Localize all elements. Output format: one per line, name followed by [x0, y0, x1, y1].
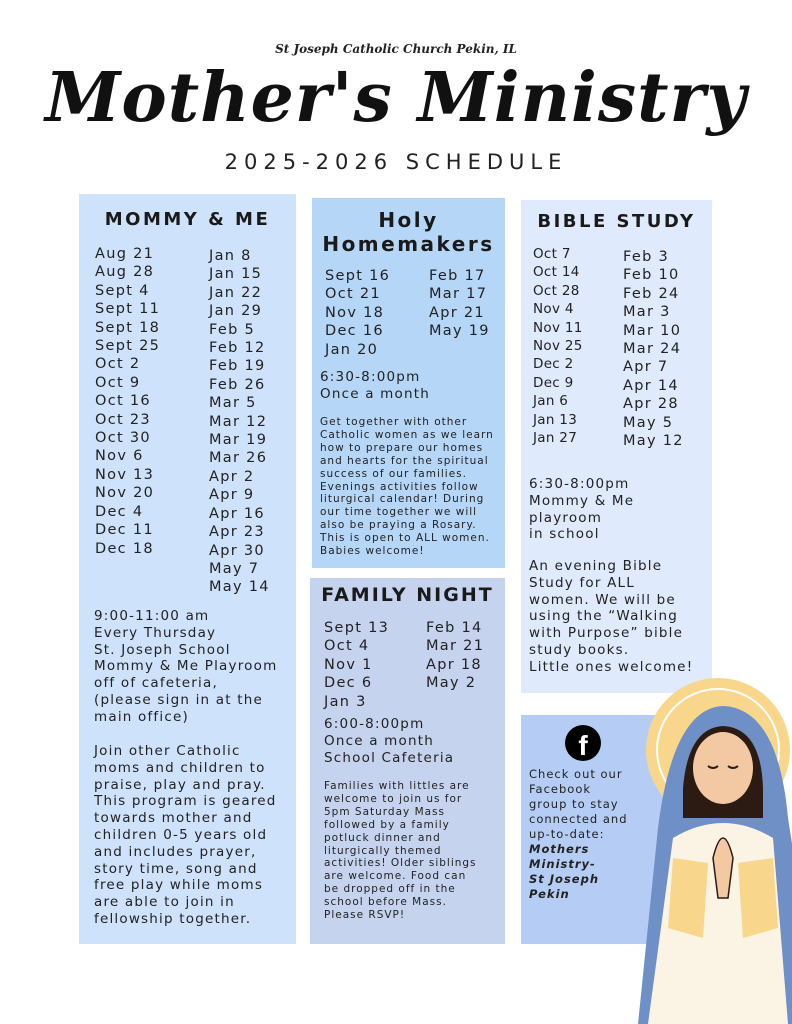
mommy-dates-1-item: Nov 13 — [95, 466, 155, 483]
mommy-dates-1-item: Sept 25 — [95, 338, 161, 355]
facebook-text-item: connected and — [529, 812, 628, 826]
mommy-dates-1 — [95, 245, 160, 558]
holy-title-2: Homemakers — [322, 232, 495, 256]
bible-details-item: Mommy & Me — [529, 492, 635, 509]
family-description-item: 5pm Saturday Mass — [324, 805, 446, 818]
mommy-dates-2-item: Feb 12 — [209, 340, 266, 357]
holy-dates-1-item: Sept 16 — [325, 268, 391, 284]
family-dates-2-item: Mar 21 — [426, 638, 485, 655]
bible-dates-2-item: Feb 3 — [623, 249, 670, 265]
family-dates-1-item: Nov 1 — [324, 656, 373, 673]
bible-description-item: using the “Walking — [529, 608, 678, 625]
holy-description — [320, 416, 494, 558]
mommy-details — [94, 608, 277, 726]
mommy-dates-1-item: Aug 21 — [95, 246, 155, 262]
holy-description-item: and hearts for the spiritual — [320, 454, 489, 467]
bible-dates-1-item: Dec 2 — [533, 356, 574, 373]
bible-dates-1-item: Oct 28 — [533, 282, 580, 299]
mommy-description-item: are able to join in — [94, 894, 235, 911]
family-description-item: Families with littles are — [324, 780, 470, 792]
family-description-item: are welcome. Food can — [324, 870, 467, 883]
bible-details-item: playroom — [529, 509, 603, 526]
mommy-description-item: praise, play and pray. — [94, 776, 266, 793]
holy-description-item: our time together we will — [320, 506, 478, 519]
holy-time: 6:30-8:00pm — [320, 369, 421, 385]
family-dates-2-item: Apr 18 — [426, 656, 482, 673]
church-name: St Joseph Catholic Church Pekin, IL — [275, 42, 517, 56]
family-dates-2 — [426, 619, 484, 693]
mommy-dates-2-item: Apr 23 — [209, 524, 265, 541]
bible-dates-2-item: Apr 7 — [623, 359, 669, 376]
holy-dates-2 — [429, 267, 490, 341]
facebook-group-name-item: St Joseph — [529, 872, 600, 886]
mommy-title: MOMMY & ME — [104, 209, 271, 230]
facebook-text-item: Facebook — [529, 782, 592, 796]
schedule-subtitle: 2025-2026 SCHEDULE — [224, 150, 568, 174]
family-dates-1 — [324, 619, 389, 711]
bible-dates-1-item: Jan 6 — [533, 393, 569, 410]
family-frequency: Once a month — [324, 733, 434, 749]
facebook-group-name-item: Mothers — [529, 842, 590, 856]
family-dates-1-item: Oct 4 — [324, 638, 370, 655]
bible-dates-2 — [623, 248, 684, 450]
bible-dates-1-item: Oct 14 — [533, 264, 580, 281]
mommy-description-item: and includes prayer, — [94, 843, 257, 860]
mommy-description-item: story time, song and — [94, 860, 258, 877]
family-dates-1-item: Jan 3 — [324, 693, 367, 710]
bible-dates-1-item: Oct 7 — [533, 246, 571, 262]
facebook-group-name-item: Pekin — [529, 887, 570, 901]
bible-dates-1-item: Nov 11 — [533, 319, 583, 336]
mommy-dates-1-item: Oct 23 — [95, 411, 151, 428]
mommy-dates-1-item: Oct 16 — [95, 393, 151, 410]
bible-description — [529, 558, 693, 676]
mommy-dates-1-item: Nov 6 — [95, 448, 144, 465]
holy-dates-2-item: May 19 — [429, 323, 490, 340]
mommy-details-item: main office) — [94, 708, 189, 725]
bible-dates-2-item: Mar 24 — [623, 341, 682, 358]
mommy-details-item: Mommy & Me Playroom — [94, 658, 278, 675]
mommy-dates-2-item: Mar 26 — [209, 450, 268, 467]
mommy-dates-2-item: Feb 26 — [209, 376, 266, 393]
family-description — [324, 780, 477, 922]
bible-title: BIBLE STUDY — [537, 211, 696, 232]
mommy-dates-2-item: Apr 9 — [209, 487, 255, 504]
mommy-dates-2-item: Apr 16 — [209, 505, 265, 522]
family-time: 6:00-8:00pm — [324, 716, 425, 732]
holy-dates-1-item: Nov 18 — [325, 304, 385, 321]
holy-description-item: Get together with other — [320, 416, 468, 428]
mommy-dates-1-item: Dec 11 — [95, 522, 154, 539]
holy-dates-2-item: Apr 21 — [429, 304, 485, 321]
bible-dates-2-item: Apr 28 — [623, 396, 679, 413]
family-dates-2-item: May 2 — [426, 675, 477, 692]
mommy-dates-1-item: Sept 11 — [95, 301, 161, 318]
facebook-text-item: Check out our — [529, 767, 623, 781]
mommy-dates-1-item: Dec 4 — [95, 503, 144, 520]
mommy-dates-2 — [209, 247, 270, 597]
mommy-dates-2-item: Feb 5 — [209, 321, 256, 338]
mommy-details-item: off of cafeteria, — [94, 675, 218, 692]
family-title: FAMILY NIGHT — [321, 584, 494, 606]
bible-study-panel — [521, 200, 712, 693]
page-title: Mother's Ministry — [45, 58, 747, 138]
mommy-dates-2-item: Jan 8 — [209, 248, 252, 264]
family-dates-2-item: Feb 14 — [426, 620, 483, 636]
facebook-icon[interactable]: f — [565, 725, 601, 761]
family-place: School Cafeteria — [324, 750, 455, 766]
mommy-dates-1-item: Aug 28 — [95, 264, 155, 281]
bible-dates-1-item: Nov 4 — [533, 301, 574, 318]
bible-dates-1-item: Nov 25 — [533, 338, 583, 355]
mommy-dates-2-item: Jan 22 — [209, 284, 263, 301]
holy-description-item: Evenings activities follow — [320, 480, 479, 493]
mommy-dates-2-item: Apr 2 — [209, 468, 255, 485]
mommy-description-item: towards mother and — [94, 810, 253, 827]
bible-description-item: Study for ALL — [529, 574, 635, 591]
holy-description-item: liturgical calendar! During — [320, 493, 485, 506]
bible-dates-2-item: Mar 3 — [623, 304, 671, 321]
mommy-details-item: (please sign in at the — [94, 691, 264, 708]
holy-title-1: Holy — [378, 208, 439, 232]
bible-description-item: An evening Bible — [529, 558, 663, 574]
family-night-panel — [310, 578, 505, 944]
bible-details — [529, 476, 634, 543]
family-description-item: followed by a family — [324, 818, 450, 831]
mommy-dates-1-item: Dec 18 — [95, 540, 154, 557]
mommy-dates-2-item: Apr 30 — [209, 542, 265, 559]
mommy-details-item: Every Thursday — [94, 624, 217, 641]
bible-description-item: women. We will be — [529, 591, 676, 608]
family-description-item: Please RSVP! — [324, 909, 406, 922]
mommy-dates-1-item: Sept 18 — [95, 319, 161, 336]
holy-description-item: also be praying a Rosary. — [320, 519, 477, 532]
holy-dates-1 — [325, 267, 390, 359]
mommy-details-item: 9:00-11:00 am — [94, 608, 210, 624]
bible-dates-2-item: Apr 14 — [623, 377, 679, 394]
facebook-text-item: group to stay — [529, 797, 619, 811]
mommy-description-item: This program is geared — [94, 793, 277, 810]
bible-dates-2-item: May 12 — [623, 433, 684, 450]
mommy-description-item: free play while moms — [94, 877, 264, 894]
mommy-dates-2-item: Jan 15 — [209, 266, 263, 283]
mommy-description-item: fellowship together. — [94, 910, 252, 927]
mommy-dates-1-item: Oct 9 — [95, 374, 141, 391]
mommy-details-item: St. Joseph School — [94, 641, 231, 658]
bible-description-item: with Purpose” bible — [529, 625, 684, 642]
family-description-item: welcome to join us for — [324, 792, 463, 805]
family-description-item: liturgically themed — [324, 844, 442, 857]
mommy-dates-2-item: Mar 12 — [209, 413, 268, 430]
family-description-item: school before Mass. — [324, 896, 447, 909]
mommy-dates-2-item: May 7 — [209, 560, 260, 577]
holy-description-item: This is open to ALL women. — [320, 532, 490, 545]
holy-description-item: Catholic women as we learn — [320, 428, 494, 441]
mommy-description-item: children 0-5 years old — [94, 826, 268, 843]
facebook-group-name-item: Ministry- — [529, 857, 596, 871]
bible-description-item: study books. — [529, 641, 630, 658]
mommy-dates-2-item: Mar 19 — [209, 432, 268, 449]
mommy-dates-2-item: Feb 19 — [209, 358, 266, 375]
bible-details-item: in school — [529, 526, 600, 543]
mommy-and-me-panel — [79, 194, 296, 944]
family-description-item: activities! Older siblings — [324, 857, 477, 870]
holy-dates-1-item: Jan 20 — [325, 341, 379, 358]
mommy-description-item: Join other Catholic — [94, 743, 241, 759]
bible-dates-1 — [533, 245, 583, 447]
bible-dates-1-item: Dec 9 — [533, 374, 574, 391]
holy-dates-2-item: Mar 17 — [429, 286, 488, 303]
bible-dates-2-item: Feb 10 — [623, 267, 680, 284]
family-dates-1-item: Dec 6 — [324, 675, 373, 692]
holy-dates-1-item: Dec 16 — [325, 323, 384, 340]
holy-description-item: how to prepare our homes — [320, 441, 484, 454]
mommy-dates-2-item: Jan 29 — [209, 303, 263, 320]
mommy-dates-1-item: Oct 30 — [95, 430, 151, 447]
holy-dates-1-item: Oct 21 — [325, 286, 381, 303]
mommy-dates-1-item: Nov 20 — [95, 485, 155, 502]
bible-description-item: Little ones welcome! — [529, 658, 694, 675]
holy-dates-2-item: Feb 17 — [429, 268, 486, 284]
holy-homemakers-panel — [312, 198, 505, 568]
holy-frequency: Once a month — [320, 386, 430, 402]
bible-dates-1-item: Jan 13 — [533, 411, 578, 428]
mommy-dates-1-item: Oct 2 — [95, 356, 141, 373]
bible-dates-2-item: Mar 10 — [623, 322, 682, 339]
bible-details-item: 6:30-8:00pm — [529, 476, 630, 492]
bible-dates-1-item: Jan 27 — [533, 430, 578, 447]
family-dates-1-item: Sept 13 — [324, 620, 390, 636]
holy-description-item: success of our families. — [320, 467, 467, 480]
mommy-description — [94, 743, 277, 928]
family-description-item: be dropped off in the — [324, 883, 456, 896]
mommy-dates-1-item: Sept 4 — [95, 282, 150, 299]
mommy-dates-2-item: Mar 5 — [209, 395, 257, 412]
facebook-text-item: up-to-date: — [529, 827, 605, 841]
holy-description-item: Babies welcome! — [320, 545, 425, 558]
bible-dates-2-item: Feb 24 — [623, 285, 680, 302]
mommy-dates-2-item: May 14 — [209, 579, 270, 596]
bible-dates-2-item: May 5 — [623, 414, 674, 431]
mommy-description-item: moms and children to — [94, 759, 266, 776]
family-description-item: potluck dinner and — [324, 831, 441, 844]
mary-illustration — [585, 668, 792, 1024]
